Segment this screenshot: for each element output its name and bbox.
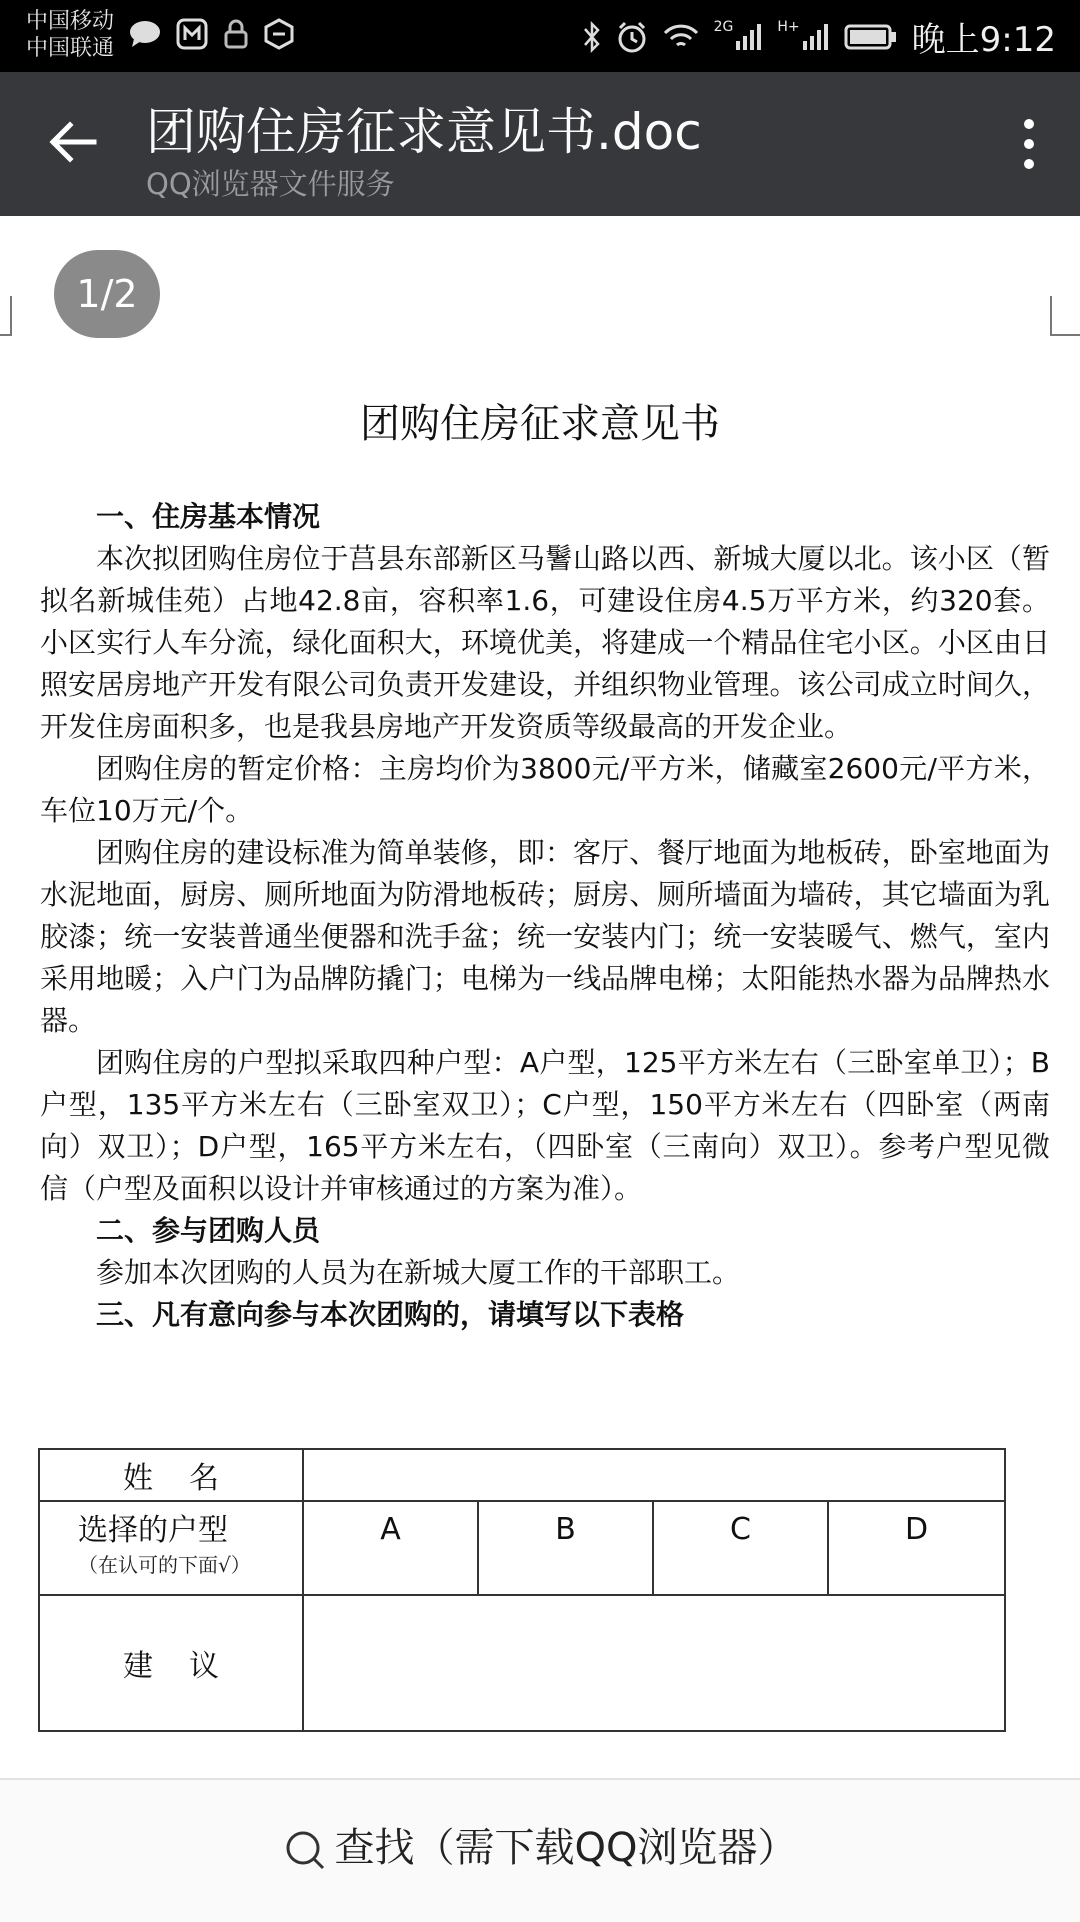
bottom-action-bar: [0, 1778, 1080, 1922]
option-a-cell: A: [303, 1501, 478, 1595]
paragraph-price: 团购住房的暂定价格：主房均价为3800元/平方米，储藏室2600元/平方米，车位10万元/个。: [40, 752, 1050, 827]
wifi-icon: [662, 22, 700, 52]
status-bar: [0, 0, 1080, 72]
table-row: [39, 1595, 1005, 1731]
paragraph-unit-types: 团购住房的户型拟采取四种户型：A户型，125平方米左右（三卧室单卫）；B 户型，135平方米左右（三卧室双卫）；C户型，150平方米左右（四卧室（两南向）双卫）；D户型，165平方米左右，（四卧室（三南向）双卫）。参考户型见微信（户型及面积以设计并审核通过的方案为准）。: [40, 1046, 1050, 1205]
find-button[interactable]: [0, 1816, 1080, 1873]
unit-type-hint: （在认可的下面√）: [78, 1553, 251, 1577]
alarm-icon: [616, 20, 648, 54]
service-subtitle: QQ浏览器文件服务: [146, 167, 395, 201]
network-type-1: 2G: [713, 18, 734, 35]
document-title: 团购住房征求意见书: [360, 401, 720, 447]
suggestion-label: 建议: [39, 1595, 303, 1731]
suggestion-cell: [303, 1595, 1005, 1731]
document-filename: 团购住房征求意见书.doc: [146, 103, 702, 161]
signal-icon-1: [735, 23, 763, 51]
back-arrow-icon[interactable]: [44, 112, 104, 172]
section-heading-1: 一、住房基本情况: [96, 500, 321, 533]
bank-app-icon: [176, 18, 208, 50]
paragraph-location: 本次拟团购住房位于莒县东部新区马鬐山路以西、新城大厦以北。该小区（暂拟名新城佳苑）占地42.8亩，容积率1.6，可建设住房4.5万平方米，约320套。小区实行人车分流，绿化面积大，环境优美，将建成一个精品住宅小区。小区由日照安居房地产开发有限公司负责开发建设，并组织物业管理。该公司成立时间久，开发住房面积多，也是我县房地产开发资质等级最高的开发企业。: [40, 542, 1050, 743]
app-title-bar: [0, 72, 1080, 216]
paragraph-standard: 团购住房的建设标准为简单装修，即：客厅、餐厅地面为地板砖，卧室地面为水泥地面，厨房、厕所地面为防滑地板砖；厨房、厕所墙面为墙砖，其它墙面为乳胶漆；统一安装普通坐便器和洗手盆；统一安装内门；统一安装暖气、燃气，室内采用地暖；入户门为品牌防撬门；电梯为一线品牌电梯；太阳能热水器为品牌热水器。: [40, 836, 1050, 1037]
page-crop-mark-left: [0, 296, 12, 336]
shield-app-icon: [264, 18, 294, 50]
more-options-icon[interactable]: [1014, 114, 1044, 174]
table-row: [39, 1501, 1005, 1595]
section-heading-3: 三、凡有意向参与本次团购的，请填写以下表格: [96, 1298, 685, 1331]
find-label: 查找（需下载QQ浏览器）: [334, 1825, 798, 1871]
signal-icon-2: [802, 23, 830, 51]
name-cell: [303, 1449, 1005, 1501]
carrier-2: 中国联通: [26, 36, 115, 61]
page-indicator: 1/2: [54, 250, 160, 338]
name-label: 姓名: [39, 1449, 303, 1501]
clock: 晚上9:12: [911, 20, 1056, 60]
carrier-info: [26, 8, 114, 62]
option-d-cell: D: [828, 1501, 1005, 1595]
section-heading-2: 二、参与团购人员: [96, 1214, 321, 1247]
bluetooth-icon: [582, 20, 602, 54]
battery-icon: [844, 24, 898, 50]
chat-bubble-icon: [128, 19, 162, 49]
carrier-1: 中国移动: [26, 9, 115, 34]
system-status: [582, 12, 1056, 61]
unit-type-label-cell: [39, 1501, 303, 1595]
page-crop-mark-right: [1050, 296, 1080, 336]
notification-icons: [128, 18, 294, 50]
table-row: [39, 1449, 1005, 1501]
paragraph-participants: 参加本次团购的人员为在新城大厦工作的干部职工。: [96, 1256, 741, 1289]
signup-form-table: [38, 1448, 1006, 1732]
unit-type-label: 选择的户型: [78, 1513, 228, 1548]
lock-icon: [222, 18, 250, 50]
option-c-cell: C: [653, 1501, 828, 1595]
document-body: [40, 496, 1050, 1336]
network-type-2: H+: [777, 18, 800, 35]
search-icon: [283, 1828, 327, 1872]
option-b-cell: B: [478, 1501, 653, 1595]
